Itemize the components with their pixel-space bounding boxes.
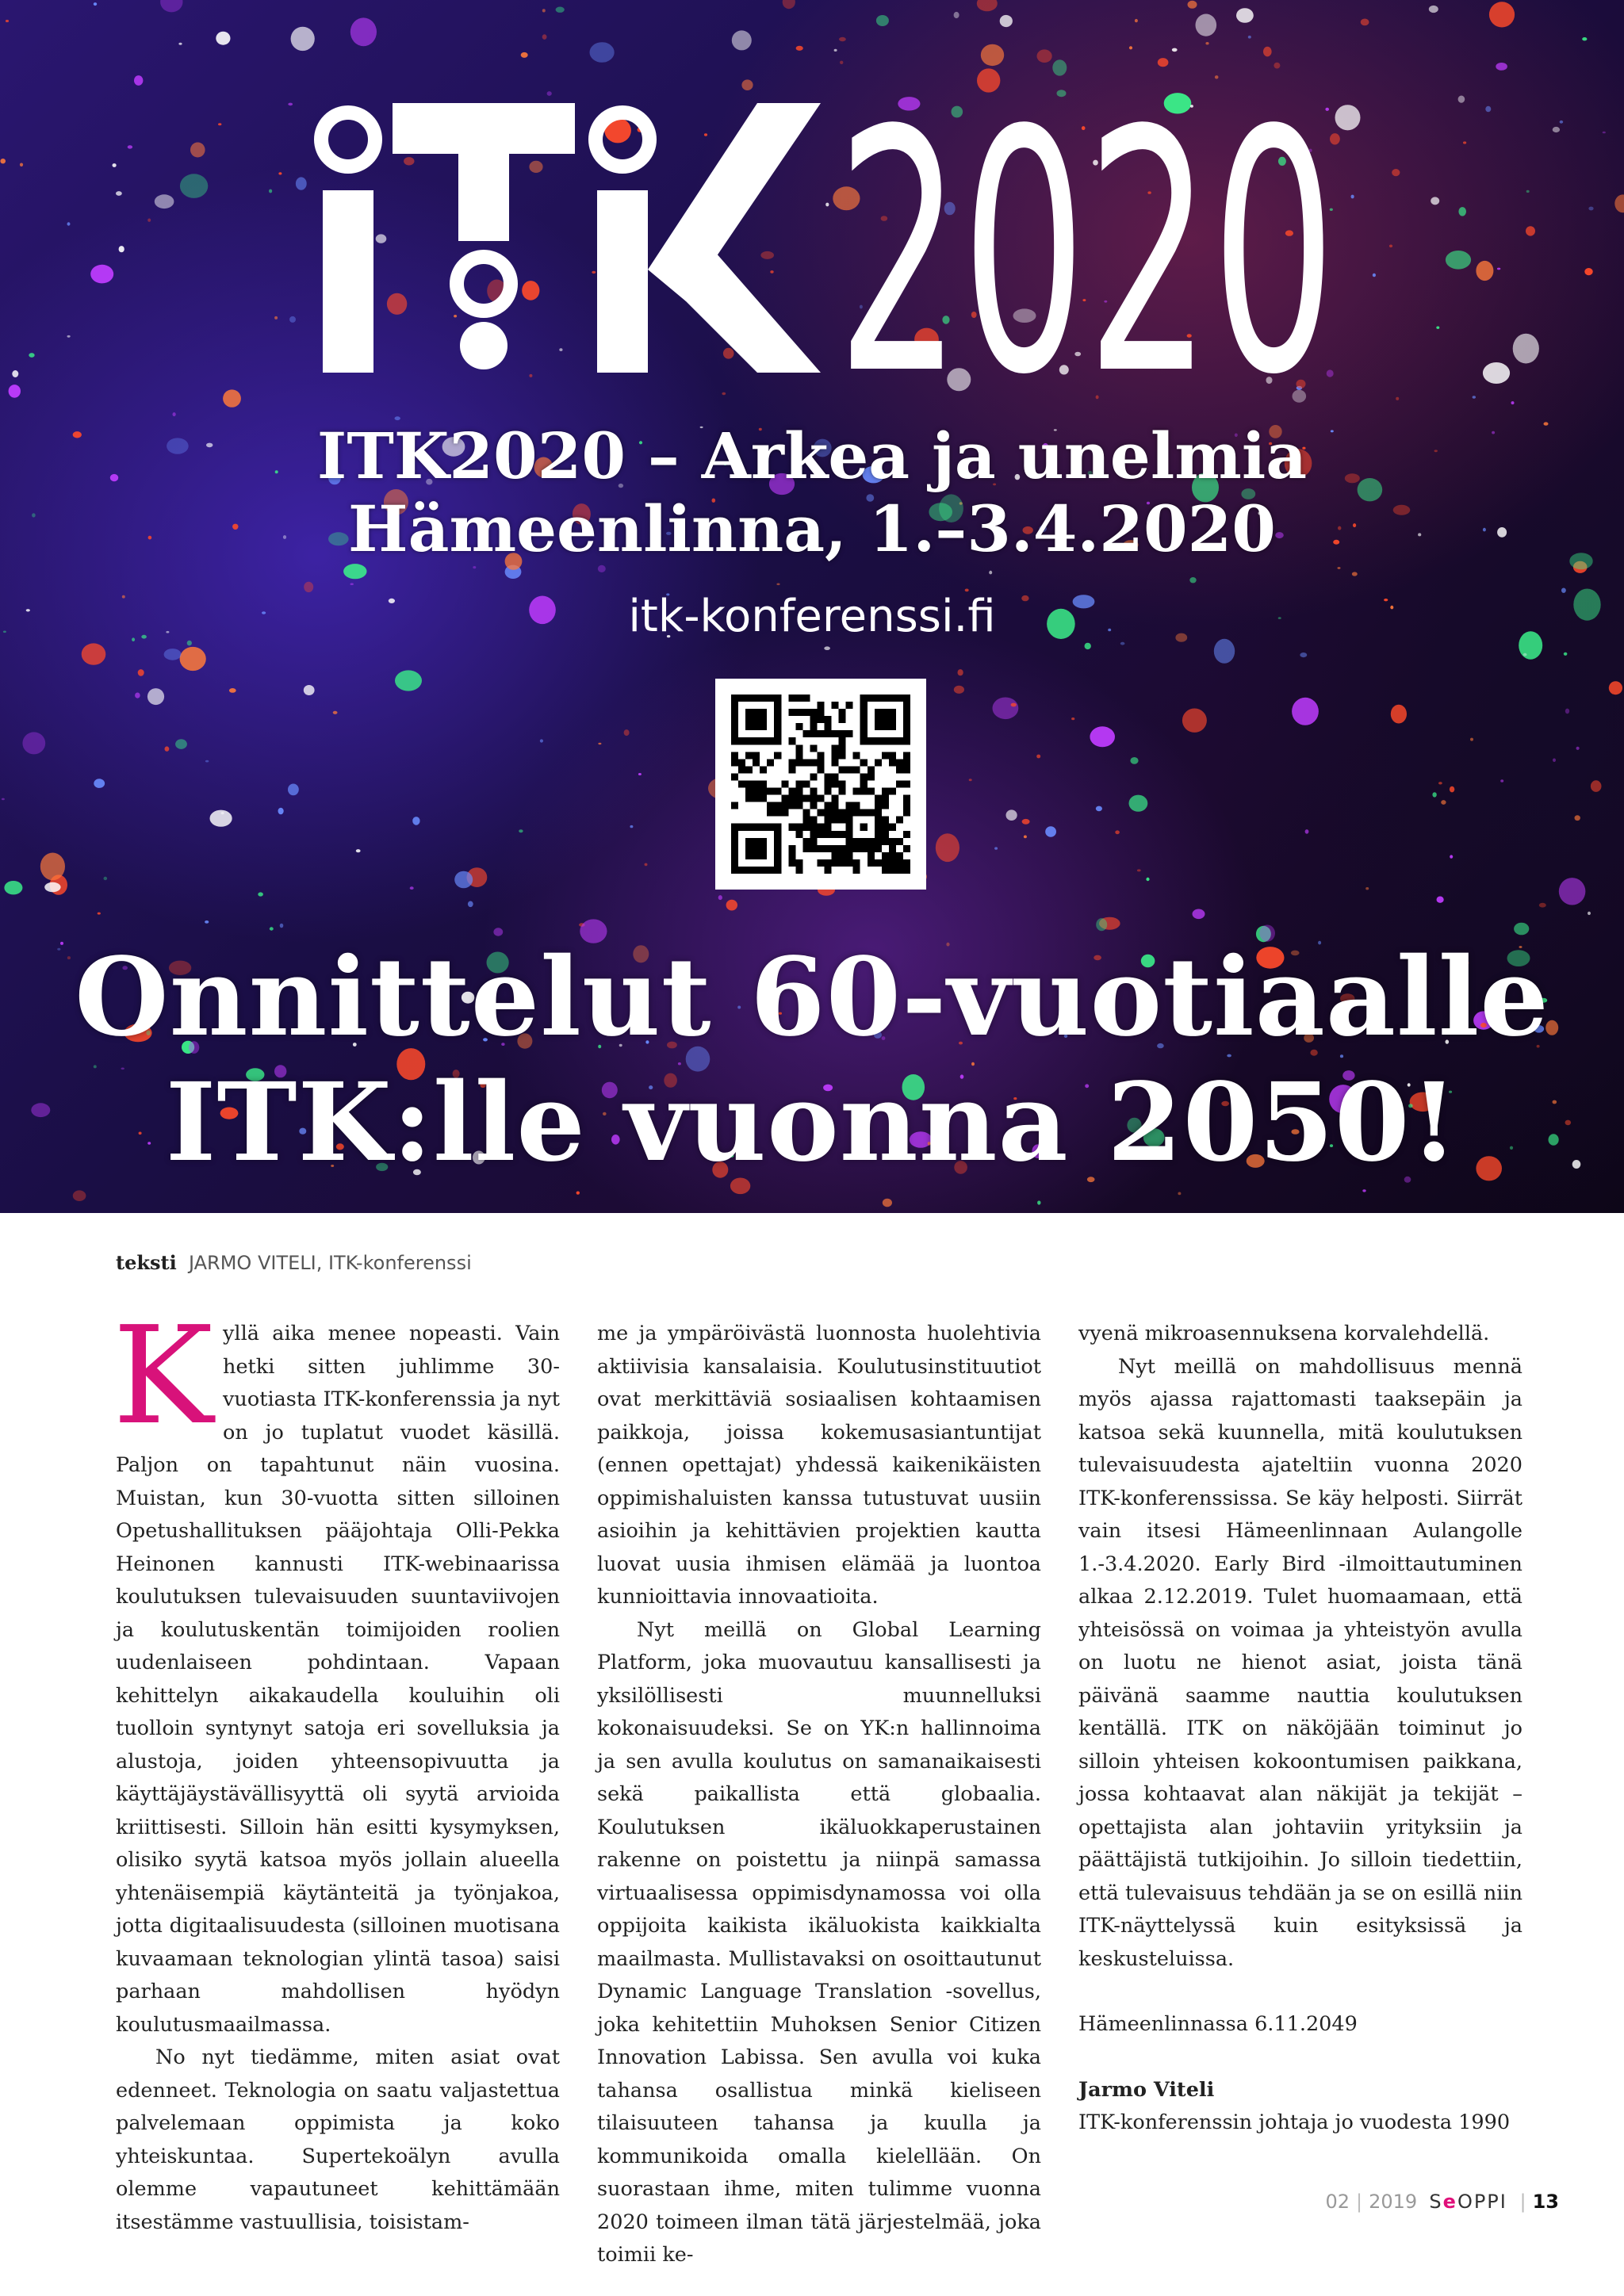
article-column-1: [113, 1298, 560, 2239]
signature-name: Jarmo Viteli: [1078, 2077, 1215, 2102]
logo-year-text: 2020: [837, 60, 1336, 448]
signature-title: ITK-konferenssin johtaja jo vuodesta 1990: [1078, 2110, 1511, 2134]
paragraph: yllä aika menee nopeasti. Vain hetki sitten juhlimme 30-vuotiasta ITK-konferenssia ja nyt on jo tuplatut vuodet käsillä. Paljon on tapahtunut näin vuosina. Muistan, kun 30-vuotta sitten silloinen Opetushallituksen pääjohtaja Olli-Pekka Heinonen kannusti ITK-webinaarissa koulutuksen tulevaisuuden suuntaviivojen ja koulutuskentän toimijoiden roolien uudenlaiseen pohdintaan. Vapaan kehittelyn aikakaudella kouluihin oli tuolloin syntynyt satoja eri sovelluksia ja alustoja, joiden yhteensopivuutta ja käyttäjäystävällisyyttä oli syytä arvioida kriittisesti. Silloin hän esitti kysymyksen, olisiko syytä katsoa myös jollain alueella yhtenäisempiä käytänteitä ja työnjakoa, jotta digitaalisuudesta (silloinen muotisana kuvaamaan teknologian ylintä tasoa) saisi parhaan mahdollisen hyödyn koulutusmaailmassa.: [116, 1322, 560, 2037]
qr-code-pattern: [731, 695, 910, 874]
event-title: ITK2020 – Arkea ja unelmia: [316, 419, 1308, 493]
byline-author: JARMO VITELI, ITK-konferenssi: [188, 1252, 472, 1274]
byline-label: teksti: [116, 1251, 177, 1274]
issue-number: 02: [1325, 2191, 1350, 2213]
place-date: Hämeenlinnassa 6.11.2049: [1078, 2012, 1358, 2036]
itk2020-logo: [313, 60, 1336, 448]
magazine-logo: SeOPPI: [1429, 2191, 1507, 2213]
article-column-2: [597, 1318, 1041, 2272]
paragraph: No nyt tiedämme, miten asiat ovat edenneet. Teknologia on saatu valjastettua palvelemaan oppimista ja koko yhteiskuntaa. Supertekoälyn avulla olemme vapautuneet kehittämään itsestämme vastuullisia, toisistam-: [116, 2045, 560, 2234]
article-column-3: [1078, 1318, 1522, 2140]
qr-code[interactable]: [715, 679, 926, 890]
paragraph: Nyt meillä on mahdollisuus mennä myös ajassa rajattomasti taaksepäin ja katsoa sekä kuunnella, mitä koulutuksen tulevaisuudesta ajateltiin vuonna 2020 ITK-konferenssissa. Se käy helposti. Siirrät vain itsesi Hämeenlinnaan Aulangolle 1.-3.4.2020. Early Bird -ilmoittautuminen alkaa 2.12.2019. Tulet huomaamaan, että yhteisössä on voimaa ja yhteistyön avulla on luotu ne hienot asiat, joista tänä päivänä saamme nauttia koulutuksen kentällä. ITK on näköjään toiminut jo silloin yhteisen kokoontumisen paikkana, jossa kohtaavat alan näkijät ja tekijät – opettajista alan johtaviin yrityksiin ja päättäjistä tutkijoihin. Jo silloin tiedettiin, että tulevaisuus tehdään ja se on esillä niin ITK-näyttelyssä kuin esityksissä ja keskusteluissa.: [1078, 1354, 1522, 1971]
drop-cap: K: [113, 1298, 214, 1455]
byline: [116, 1251, 472, 1274]
paragraph: vyenä mikroasennuksena korvalehdellä.: [1078, 1322, 1490, 1345]
page-number: 13: [1532, 2191, 1559, 2213]
page-footer: 02 | 2019 SeOPPI | 13: [1325, 2191, 1559, 2213]
headline-line-2: ITK:lle vuonna 2050!: [165, 1059, 1459, 1186]
paragraph: Nyt meillä on Global Learning Platform, joka muovautuu kansallisesti ja yksilöllisesti muunnelluksi kokonaisuudeksi. Se on YK:n hallinnoima ja sen avulla koulutus on samanaikaisesti sekä paikallista että globaalia. Koulutuksen ikäluokkaperustainen rakenne on poistettu ja niinpä samassa virtuaalisessa oppimisdynamossa voi olla oppijoita kaikista ikäluokista kaikkialta maailmasta. Mullistavaksi on osoittautunut Dynamic Language Translation -sovellus, joka kehitettiin Muhoksen Senior Citizen Innovation Labissa. Sen avulla voi kuka tahansa osallistua minkä kieliseen tilaisuuteen tahansa ja kuulla ja kommunikoida omalla kielellään. On suorastaan ihme, miten tulimme vuonna 2020 toimeen ilman tätä järjestelmää, joka toimii ke-: [597, 1617, 1041, 2267]
paragraph: me ja ympäröivästä luonnosta huolehtivia aktiivisia kansalaisia. Koulutusinstituutiot ovat merkittäviä sosiaalisen kohtaamisen paikkoja, joissa kokemusasiantuntijat (ennen opettajat) yhdessä kaikenikäisten oppimishaluisten kanssa tutustuvat uusiin asioihin ja kehittävien projektien kautta luovat uusia ihmisen elämää ja luontoa kunnioittavia innovaatioita.: [597, 1322, 1041, 1609]
event-url[interactable]: itk-konferenssi.fi: [628, 591, 996, 642]
event-place-date: Hämeenlinna, 1.–3.4.2020: [348, 492, 1276, 566]
headline-line-1: Onnittelut 60-vuotiaalle: [75, 934, 1549, 1061]
issue-year: 2019: [1369, 2191, 1418, 2213]
